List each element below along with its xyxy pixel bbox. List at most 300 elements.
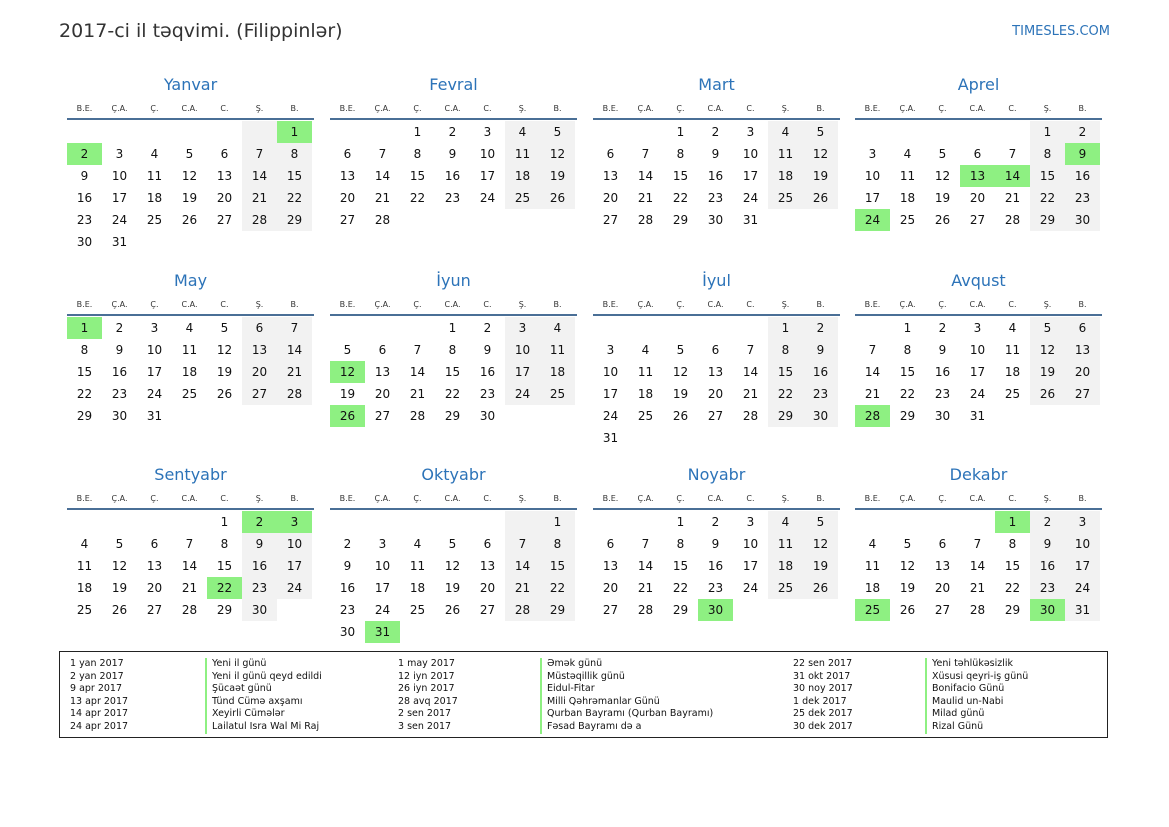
- empty-cell: [768, 599, 803, 621]
- day-cell: 12: [803, 143, 838, 165]
- day-cell: 12: [803, 533, 838, 555]
- day-cell: 15: [1004, 559, 1021, 573]
- holiday-name: Fəsad Bayramı də a: [540, 721, 713, 734]
- day-cell: 21: [637, 191, 654, 205]
- empty-cell: [505, 621, 540, 643]
- day-cell: 4: [540, 317, 575, 339]
- day-cell: 22: [672, 191, 689, 205]
- empty-cell: [540, 209, 575, 231]
- day-cell: 20: [374, 387, 391, 401]
- day-cell: 24: [602, 409, 619, 423]
- holiday-date: 1 yan 2017: [70, 658, 124, 669]
- day-cell: 15: [277, 165, 312, 187]
- weekday-label: Ç.A.: [111, 494, 128, 503]
- day-cell: 14: [505, 555, 540, 577]
- day-cell: 4: [413, 537, 422, 551]
- day-cell: 24: [742, 191, 759, 205]
- day-cell: 23: [1030, 577, 1065, 599]
- page-title: 2017-ci il təqvimi. (Filippinlər): [59, 20, 343, 42]
- weekday-label: C.: [483, 494, 492, 503]
- day-cell: 11: [505, 143, 540, 165]
- weekday-header: [67, 490, 314, 510]
- weekday-header: [855, 296, 1102, 316]
- empty-cell: [67, 121, 102, 143]
- day-cell: 19: [339, 387, 356, 401]
- days-grid: [330, 511, 577, 643]
- day-cell: 25: [181, 387, 198, 401]
- legend-names-column: [925, 658, 1028, 734]
- day-cell: 12: [672, 365, 689, 379]
- day-cell: 17: [505, 361, 540, 383]
- day-cell: 26: [899, 603, 916, 617]
- day-cell: 9: [938, 343, 947, 357]
- holiday-date: 12 iyn 2017: [398, 670, 455, 682]
- empty-cell: [470, 621, 505, 643]
- day-cell: 11: [409, 559, 426, 573]
- holiday-name: Yeni il günü: [205, 658, 322, 671]
- day-cell: 16: [76, 191, 93, 205]
- day-cell: 26: [934, 213, 951, 227]
- day-cell: 24: [505, 383, 540, 405]
- day-cell: 19: [803, 555, 838, 577]
- weekday-label: B.: [816, 300, 825, 309]
- day-cell: 18: [409, 581, 426, 595]
- day-cell: 27: [146, 603, 163, 617]
- day-cell: 8: [80, 343, 89, 357]
- day-cell: 3: [115, 147, 124, 161]
- weekday-label: C.: [1008, 494, 1017, 503]
- day-cell: 30: [707, 213, 724, 227]
- day-cell: 25: [146, 213, 163, 227]
- day-cell: 2: [1065, 121, 1100, 143]
- day-cell: 26: [540, 187, 575, 209]
- day-cell: 19: [803, 165, 838, 187]
- day-cell: 17: [602, 387, 619, 401]
- month-name: Sentyabr: [154, 465, 227, 484]
- day-cell: 5: [115, 537, 124, 551]
- empty-cell: [628, 121, 663, 143]
- day-cell: 20: [602, 191, 619, 205]
- day-cell: 10: [742, 537, 759, 551]
- day-cell: 20: [934, 581, 951, 595]
- day-cell: 6: [973, 147, 982, 161]
- day-cell: 23: [707, 581, 724, 595]
- day-cell: 2: [711, 125, 720, 139]
- day-cell: 24: [277, 577, 312, 599]
- day-cell: 12: [111, 559, 128, 573]
- empty-cell: [1065, 405, 1100, 427]
- day-cell: 28: [969, 603, 986, 617]
- day-cell: 25: [409, 603, 426, 617]
- empty-cell: [207, 231, 242, 253]
- day-cell: 16: [1030, 555, 1065, 577]
- day-cell: 1: [413, 125, 422, 139]
- empty-cell: [663, 427, 698, 449]
- day-cell: 28: [277, 383, 312, 405]
- weekday-header: [593, 296, 840, 316]
- day-cell: 24: [969, 387, 986, 401]
- day-cell: 8: [768, 339, 803, 361]
- day-cell: 1: [448, 321, 457, 335]
- day-cell: 7: [641, 537, 650, 551]
- day-cell: 16: [479, 365, 496, 379]
- day-cell: 12: [540, 143, 575, 165]
- weekday-label: Ş.: [781, 104, 790, 113]
- holiday-name: Yeni təhlükəsizlik: [925, 658, 1028, 671]
- day-cell: 16: [934, 365, 951, 379]
- day-cell: 4: [768, 121, 803, 143]
- day-cell: 22: [899, 387, 916, 401]
- day-cell: 1: [540, 511, 575, 533]
- empty-cell: [470, 209, 505, 231]
- days-grid: [593, 317, 840, 449]
- day-cell: 7: [277, 317, 312, 339]
- day-cell: 10: [479, 147, 496, 161]
- empty-cell: [172, 405, 207, 427]
- day-cell: 23: [339, 603, 356, 617]
- empty-cell: [628, 317, 663, 339]
- month-1: [67, 72, 314, 253]
- day-cell: 19: [181, 191, 198, 205]
- day-cell: 19: [899, 581, 916, 595]
- day-cell: 22: [444, 387, 461, 401]
- day-cell: 26: [803, 187, 838, 209]
- day-cell: 30: [479, 409, 496, 423]
- holidays-legend: [59, 651, 1108, 738]
- day-cell: 12: [934, 169, 951, 183]
- weekday-label: Ş.: [518, 104, 527, 113]
- day-cell: 15: [76, 365, 93, 379]
- day-cell: 8: [448, 343, 457, 357]
- empty-cell: [505, 209, 540, 231]
- day-cell: 27: [479, 603, 496, 617]
- legend-dates-column: [793, 658, 853, 734]
- weekday-label: Ç.A.: [111, 300, 128, 309]
- day-cell: 29: [1030, 209, 1065, 231]
- month-8: [855, 268, 1102, 427]
- empty-cell: [855, 511, 890, 533]
- holiday-day: 9: [1065, 143, 1100, 165]
- weekday-label: B.: [1078, 494, 1087, 503]
- empty-cell: [855, 317, 890, 339]
- day-cell: 25: [505, 187, 540, 209]
- day-cell: 7: [1008, 147, 1017, 161]
- day-cell: 22: [672, 581, 689, 595]
- holiday-day: 13: [960, 165, 995, 187]
- empty-cell: [400, 317, 435, 339]
- day-cell: 31: [1065, 599, 1100, 621]
- weekday-label: B.E.: [76, 300, 93, 309]
- empty-cell: [470, 511, 505, 533]
- holiday-day: 2: [242, 511, 277, 533]
- weekday-label: Ç.: [676, 300, 685, 309]
- holiday-day: 1: [277, 121, 312, 143]
- weekday-label: Ç.: [150, 300, 159, 309]
- holiday-date: 31 okt 2017: [793, 670, 851, 682]
- day-cell: 4: [185, 321, 194, 335]
- day-cell: 9: [242, 533, 277, 555]
- day-cell: 14: [742, 365, 759, 379]
- day-cell: 1: [903, 321, 912, 335]
- day-cell: 13: [479, 559, 496, 573]
- day-cell: 22: [409, 191, 426, 205]
- day-cell: 6: [606, 537, 615, 551]
- weekday-label: Ç.: [413, 104, 422, 113]
- empty-cell: [768, 427, 803, 449]
- day-cell: 14: [277, 339, 312, 361]
- day-cell: 19: [216, 365, 233, 379]
- empty-cell: [733, 427, 768, 449]
- holiday-date: 1 dek 2017: [793, 695, 847, 707]
- day-cell: 28: [505, 599, 540, 621]
- day-cell: 5: [220, 321, 229, 335]
- month-name: İyul: [702, 271, 731, 290]
- day-cell: 9: [115, 343, 124, 357]
- weekday-label: Ç.: [413, 494, 422, 503]
- day-cell: 25: [768, 577, 803, 599]
- empty-cell: [1030, 405, 1065, 427]
- empty-cell: [242, 231, 277, 253]
- day-cell: 7: [641, 147, 650, 161]
- day-cell: 8: [676, 147, 685, 161]
- day-cell: 21: [742, 387, 759, 401]
- day-cell: 10: [505, 339, 540, 361]
- day-cell: 24: [374, 603, 391, 617]
- weekday-label: C.: [746, 494, 755, 503]
- holiday-name: Milli Qəhrəmanlar Günü: [540, 696, 713, 709]
- day-cell: 23: [934, 387, 951, 401]
- day-cell: 7: [746, 343, 755, 357]
- days-grid: [855, 511, 1102, 621]
- month-name: İyun: [436, 271, 471, 290]
- day-cell: 10: [146, 343, 163, 357]
- day-cell: 27: [969, 213, 986, 227]
- holiday-day: 12: [330, 361, 365, 383]
- month-name: Mart: [698, 75, 735, 94]
- day-cell: 3: [1065, 511, 1100, 533]
- day-cell: 21: [637, 581, 654, 595]
- day-cell: 17: [277, 555, 312, 577]
- days-grid: [330, 317, 577, 427]
- day-cell: 7: [505, 533, 540, 555]
- weekday-label: B.E.: [864, 494, 881, 503]
- weekday-label: B.: [816, 104, 825, 113]
- day-cell: 19: [111, 581, 128, 595]
- day-cell: 25: [637, 409, 654, 423]
- empty-cell: [400, 511, 435, 533]
- day-cell: 5: [903, 537, 912, 551]
- weekday-label: C.: [746, 300, 755, 309]
- day-cell: 13: [339, 169, 356, 183]
- weekday-label: Ş.: [781, 494, 790, 503]
- day-cell: 5: [1030, 317, 1065, 339]
- day-cell: 17: [742, 559, 759, 573]
- day-cell: 14: [637, 559, 654, 573]
- day-cell: 14: [181, 559, 198, 573]
- day-cell: 13: [707, 365, 724, 379]
- day-cell: 16: [707, 169, 724, 183]
- weekday-header: [855, 490, 1102, 510]
- empty-cell: [137, 121, 172, 143]
- day-cell: 21: [277, 361, 312, 383]
- weekday-label: B.: [553, 104, 562, 113]
- day-cell: 6: [150, 537, 159, 551]
- day-cell: 8: [220, 537, 229, 551]
- month-7: [593, 268, 840, 449]
- empty-cell: [435, 621, 470, 643]
- weekday-label: C.A.: [707, 494, 724, 503]
- day-cell: 13: [934, 559, 951, 573]
- day-cell: 8: [1008, 537, 1017, 551]
- day-cell: 7: [242, 143, 277, 165]
- day-cell: 30: [339, 625, 356, 639]
- weekday-label: B.E.: [602, 104, 619, 113]
- weekday-label: C.A.: [181, 104, 198, 113]
- day-cell: 4: [903, 147, 912, 161]
- day-cell: 8: [413, 147, 422, 161]
- empty-cell: [540, 405, 575, 427]
- site-link[interactable]: TIMESLES.COM: [1012, 24, 1110, 39]
- weekday-label: C.: [483, 300, 492, 309]
- day-cell: 17: [742, 169, 759, 183]
- day-cell: 10: [864, 169, 881, 183]
- day-cell: 20: [969, 191, 986, 205]
- day-cell: 25: [768, 187, 803, 209]
- day-cell: 11: [768, 533, 803, 555]
- day-cell: 27: [374, 409, 391, 423]
- day-cell: 27: [216, 213, 233, 227]
- weekday-label: Ç.: [150, 104, 159, 113]
- day-cell: 1: [768, 317, 803, 339]
- empty-cell: [365, 317, 400, 339]
- day-cell: 16: [444, 169, 461, 183]
- holiday-name: Qurban Bayramı (Qurban Bayramı): [540, 708, 713, 721]
- empty-cell: [172, 121, 207, 143]
- day-cell: 6: [1065, 317, 1100, 339]
- day-cell: 15: [768, 361, 803, 383]
- empty-cell: [277, 405, 312, 427]
- day-cell: 18: [181, 365, 198, 379]
- day-cell: 25: [76, 603, 93, 617]
- day-cell: 21: [181, 581, 198, 595]
- day-cell: 29: [76, 409, 93, 423]
- weekday-label: C.A.: [969, 494, 986, 503]
- day-cell: 28: [1004, 213, 1021, 227]
- holiday-day: 22: [207, 577, 242, 599]
- day-cell: 9: [803, 339, 838, 361]
- empty-cell: [540, 621, 575, 643]
- empty-cell: [172, 511, 207, 533]
- day-cell: 14: [409, 365, 426, 379]
- weekday-label: C.A.: [444, 104, 461, 113]
- weekday-label: Ş.: [1043, 104, 1052, 113]
- month-6: [330, 268, 577, 427]
- weekday-label: C.: [746, 104, 755, 113]
- day-cell: 2: [448, 125, 457, 139]
- day-cell: 20: [216, 191, 233, 205]
- day-cell: 18: [899, 191, 916, 205]
- weekday-label: B.E.: [339, 104, 356, 113]
- day-cell: 13: [242, 339, 277, 361]
- holiday-name: Tünd Cümə axşamı: [205, 696, 322, 709]
- weekday-label: B.E.: [76, 104, 93, 113]
- day-cell: 24: [742, 581, 759, 595]
- day-cell: 20: [479, 581, 496, 595]
- day-cell: 5: [540, 121, 575, 143]
- month-12: [855, 462, 1102, 621]
- empty-cell: [137, 231, 172, 253]
- holiday-day: 31: [365, 621, 400, 643]
- day-cell: 17: [969, 365, 986, 379]
- weekday-header: [593, 100, 840, 120]
- weekday-label: B.: [290, 494, 299, 503]
- day-cell: 17: [374, 581, 391, 595]
- empty-cell: [803, 209, 838, 231]
- days-grid: [855, 317, 1102, 427]
- weekday-label: Ş.: [255, 494, 264, 503]
- day-cell: 21: [969, 581, 986, 595]
- day-cell: 23: [803, 383, 838, 405]
- day-cell: 5: [803, 511, 838, 533]
- day-cell: 31: [602, 431, 619, 445]
- day-cell: 10: [374, 559, 391, 573]
- day-cell: 29: [540, 599, 575, 621]
- empty-cell: [365, 511, 400, 533]
- day-cell: 13: [146, 559, 163, 573]
- empty-cell: [628, 427, 663, 449]
- day-cell: 26: [672, 409, 689, 423]
- day-cell: 3: [378, 537, 387, 551]
- days-grid: [67, 511, 314, 621]
- day-cell: 18: [864, 581, 881, 595]
- day-cell: 6: [483, 537, 492, 551]
- holiday-name: Yeni il günü qeyd edildi: [205, 671, 322, 684]
- day-cell: 26: [803, 577, 838, 599]
- weekday-label: C.: [483, 104, 492, 113]
- weekday-header: [330, 296, 577, 316]
- day-cell: 27: [242, 383, 277, 405]
- day-cell: 4: [1008, 321, 1017, 335]
- empty-cell: [67, 511, 102, 533]
- day-cell: 2: [343, 537, 352, 551]
- days-grid: [855, 121, 1102, 231]
- holiday-day: 1: [67, 317, 102, 339]
- weekday-label: Ş.: [1043, 494, 1052, 503]
- day-cell: 21: [242, 187, 277, 209]
- weekday-label: B.: [816, 494, 825, 503]
- day-cell: 18: [768, 165, 803, 187]
- empty-cell: [277, 231, 312, 253]
- weekday-label: C.: [1008, 300, 1017, 309]
- day-cell: 11: [181, 343, 198, 357]
- empty-cell: [277, 599, 312, 621]
- holiday-day: 25: [855, 599, 890, 621]
- day-cell: 6: [711, 343, 720, 357]
- day-cell: 3: [746, 125, 755, 139]
- day-cell: 26: [111, 603, 128, 617]
- day-cell: 9: [80, 169, 89, 183]
- day-cell: 15: [216, 559, 233, 573]
- holiday-day: 24: [855, 209, 890, 231]
- day-cell: 14: [969, 559, 986, 573]
- day-cell: 28: [637, 603, 654, 617]
- day-cell: 21: [409, 387, 426, 401]
- day-cell: 15: [1030, 165, 1065, 187]
- weekday-label: B.E.: [864, 104, 881, 113]
- day-cell: 3: [483, 125, 492, 139]
- weekday-label: Ç.A.: [637, 494, 654, 503]
- day-cell: 9: [343, 559, 352, 573]
